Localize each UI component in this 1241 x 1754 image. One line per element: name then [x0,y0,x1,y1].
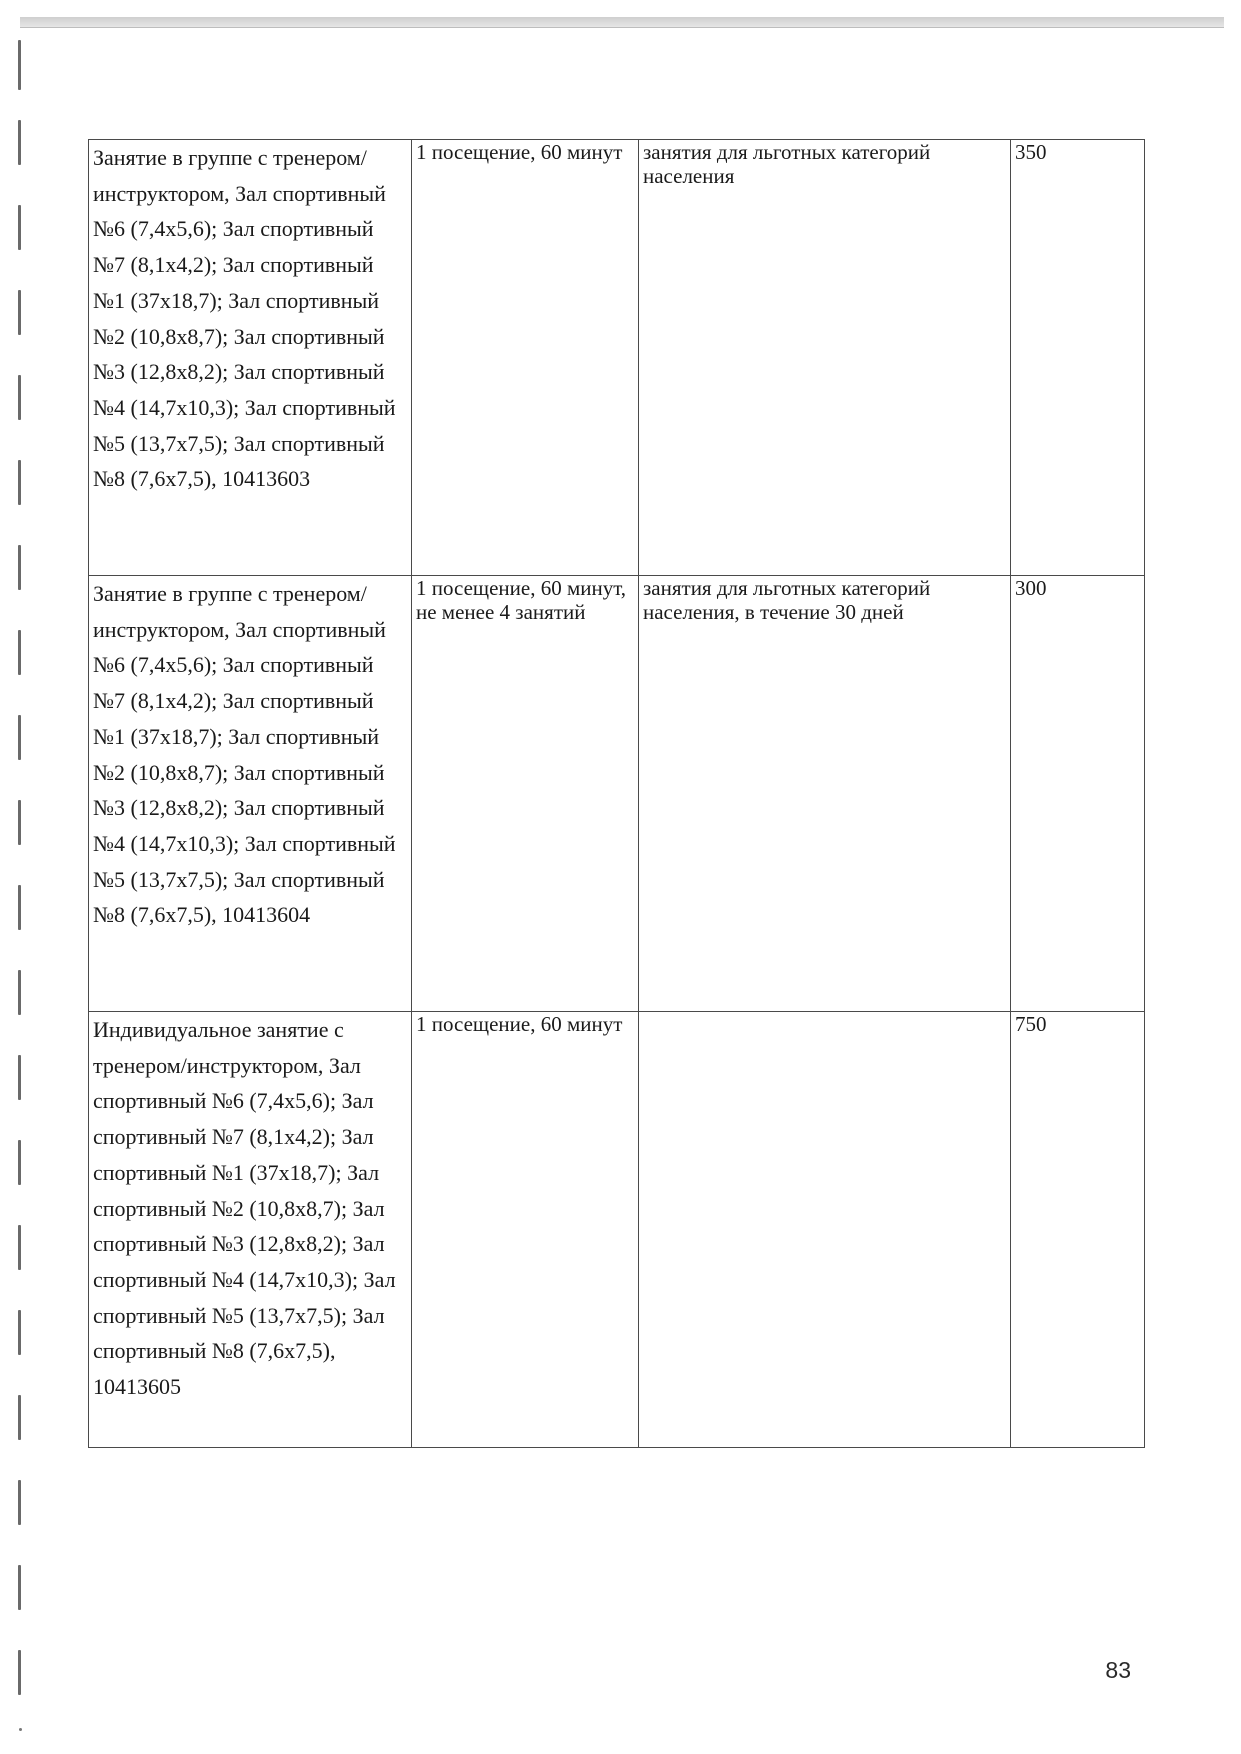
price-table [88,139,1145,1448]
binding-mark [18,800,21,845]
binding-mark [18,375,21,420]
binding-mark [18,715,21,760]
scan-speck [19,1728,22,1731]
binding-mark [18,545,21,590]
binding-mark [18,970,21,1015]
binding-mark [18,120,21,165]
price-cell: 350 [1011,140,1145,576]
price-cell: 300 [1011,576,1145,1012]
unit-cell: 1 посещение, 60 минут, не менее 4 занятий [412,576,639,1012]
binding-marks [18,40,22,1720]
binding-mark [18,40,21,90]
binding-mark [18,1480,21,1525]
binding-mark [18,1310,21,1355]
scan-top-edge [20,17,1224,28]
binding-mark [18,885,21,930]
binding-mark [18,1140,21,1185]
service-cell: Занятие в группе с тренером/инструктором, Зал спортивный №6 (7,4х5,6); Зал спортивный №7 (8,1х4,2); Зал спортивный №1 (37х18,7); Зал спортивный №2 (10,8х8,7); Зал спортивный №3 (12,8х8,2); Зал спортивный №4 (14,7х10,3); Зал спортивный №5 (13,7х7,5); Зал спортивный №8 (7,6х7,5), 10413604 [89,576,412,1012]
binding-mark [18,460,21,505]
binding-mark [18,1395,21,1440]
binding-mark [18,1650,21,1695]
binding-mark [18,205,21,250]
binding-mark [18,1225,21,1270]
service-cell: Занятие в группе с тренером/инструктором, Зал спортивный №6 (7,4х5,6); Зал спортивный №7 (8,1х4,2); Зал спортивный №1 (37х18,7); Зал спортивный №2 (10,8х8,7); Зал спортивный №3 (12,8х8,2); Зал спортивный №4 (14,7х10,3); Зал спортивный №5 (13,7х7,5); Зал спортивный №8 (7,6х7,5), 10413603 [89,140,412,576]
note-cell: занятия для льготных категорий населения [639,140,1011,576]
binding-mark [18,1565,21,1610]
binding-mark [18,290,21,335]
note-cell: занятия для льготных категорий населения, в течение 30 дней [639,576,1011,1012]
service-cell: Индивидуальное занятие с тренером/инструктором, Зал спортивный №6 (7,4х5,6); Зал спортивный №7 (8,1х4,2); Зал спортивный №1 (37х18,7); Зал спортивный №2 (10,8х8,7); Зал спортивный №3 (12,8х8,2); Зал спортивный №4 (14,7х10,3); Зал спортивный №5 (13,7х7,5); Зал спортивный №8 (7,6х7,5), 10413605 [89,1012,412,1448]
price-cell: 750 [1011,1012,1145,1448]
unit-cell: 1 посещение, 60 минут [412,1012,639,1448]
table-row [89,140,1145,576]
note-cell [639,1012,1011,1448]
page-number: 83 [1105,1657,1131,1683]
binding-mark [18,1055,21,1100]
table-row [89,576,1145,1012]
table-row [89,1012,1145,1448]
binding-mark [18,630,21,675]
unit-cell: 1 посещение, 60 минут [412,140,639,576]
